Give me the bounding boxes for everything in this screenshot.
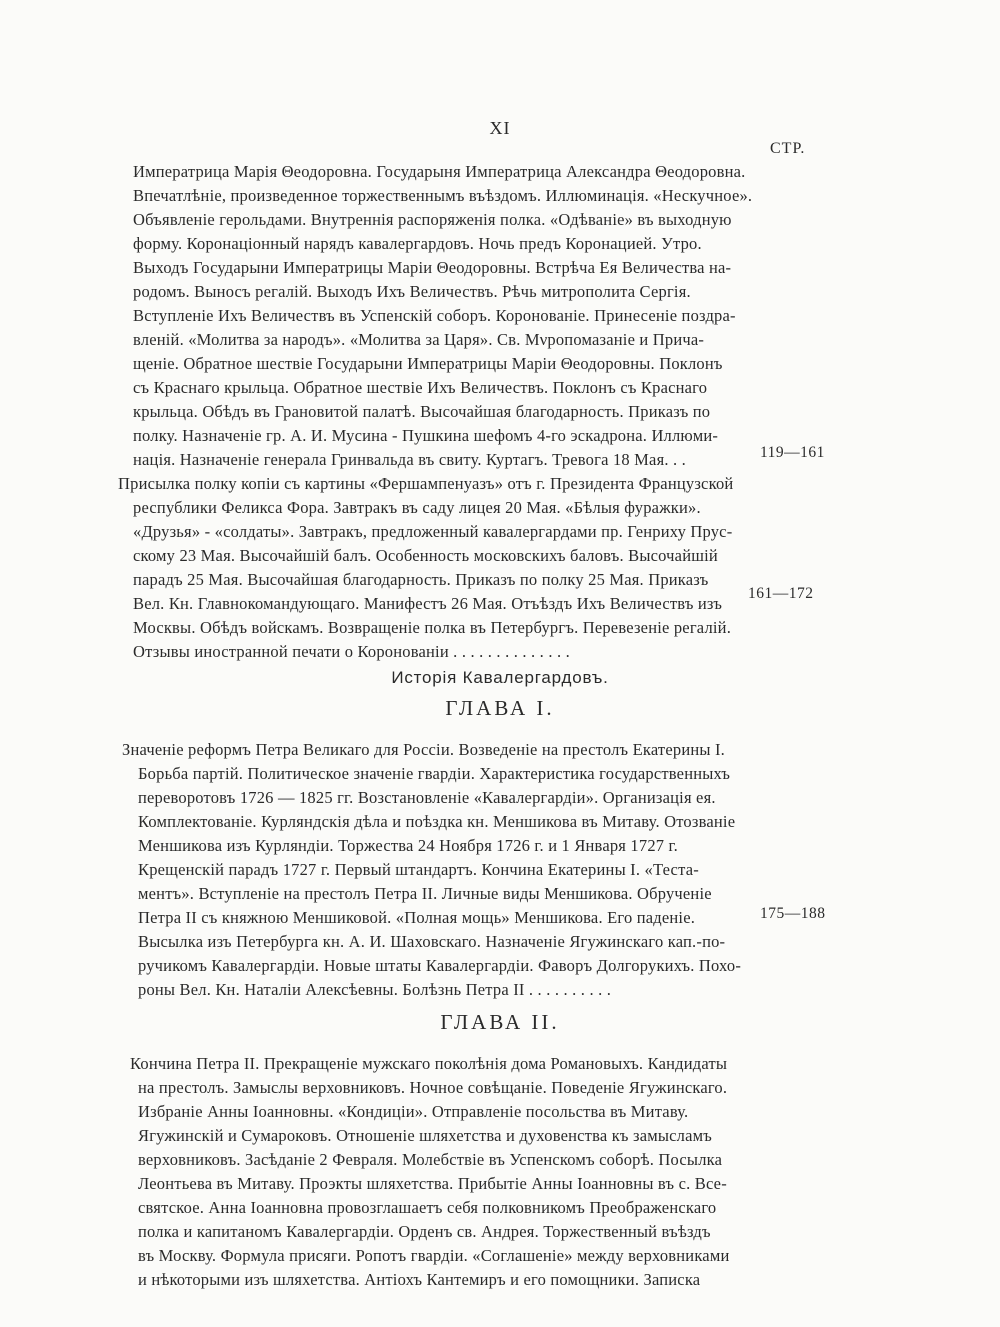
text-line: «Друзья» - «солдаты». Завтракъ, предложенный кавалергардами пр. Генриху Прус- [133, 522, 733, 541]
text-line: Комплектованіе. Курляндскія дѣла и поѣздка кн. Меншикова въ Митаву. Отозваніе [138, 812, 736, 831]
text-line: Выходъ Государыни Императрицы Маріи Θеодоровны. Встрѣча Ея Величества на- [133, 258, 732, 277]
text-line: Меншикова изъ Курляндіи. Торжества 24 Ноября 1726 г. и 1 Января 1727 г. [138, 836, 678, 855]
text-line: ручикомъ Кавалергардіи. Новые штаты Кавалергардіи. Фаворъ Долгорукихъ. Похо- [138, 956, 742, 975]
page-range: 119—161 [760, 444, 825, 461]
text-line: Вступленіе Ихъ Величествъ въ Успенскій соборъ. Коронованіе. Принесеніе поздра- [133, 306, 736, 325]
text-line: Ягужинскій и Сумароковъ. Отношеніе шляхетства и духовенства къ замысламъ [138, 1126, 712, 1145]
text-line: Петра II съ княжною Меншиковой. «Полная мощь» Меншикова. Его паденіе. [138, 908, 696, 927]
text-line: Кончина Петра II. Прекращеніе мужскаго поколѣнія дома Романовыхъ. Кандидаты [130, 1054, 728, 1073]
text-line: святское. Анна Іоанновна провозглашаетъ себя полковникомъ Преображенскаго [138, 1198, 717, 1217]
text-line: щеніе. Обратное шествіе Государыни Императрицы Маріи Θеодоровны. Поклонъ [133, 354, 723, 373]
text-line: ментъ». Вступленіе на престолъ Петра II. Личные виды Меншикова. Обрученіе [138, 884, 712, 903]
chapter-2-title: ГЛАВА II. [440, 1010, 560, 1034]
text-line: форму. Коронаціонный нарядъ кавалергардовъ. Ночь предъ Коронацией. Утро. [133, 234, 702, 253]
page-number: XI [489, 118, 511, 138]
text-line: верховниковъ. Засѣданіе 2 Февраля. Молебствіе въ Успенскомъ соборѣ. Посылка [138, 1150, 723, 1169]
text-line: на престолъ. Замыслы верховниковъ. Ночное совѣщаніе. Поведеніе Ягужинскаго. [138, 1078, 728, 1097]
text-line: и нѣкоторыми изъ шляхетства. Антіохъ Кантемиръ и его помощники. Записка [138, 1270, 701, 1289]
text-line: переворотовъ 1726 — 1825 гг. Возстановленіе «Кавалергардіи». Организація ея. [138, 788, 716, 807]
text-line: въ Москву. Формула присяги. Ропотъ гвардіи. «Соглашеніе» между верховниками [138, 1246, 730, 1265]
text-line: Присылка полку копіи съ картины «Фершампенуазъ» отъ г. Президента Французской [118, 474, 734, 493]
text-line: полка и капитаномъ Кавалергардіи. Орденъ св. Андрея. Торжественный въѣздъ [138, 1222, 711, 1241]
text-line: Отзывы иностранной печати о Коронованіи . . . . . . . . . . . . . . [133, 642, 570, 661]
chapter-1-title: ГЛАВА I. [445, 696, 555, 720]
page-range: 175—188 [760, 905, 826, 922]
text-line: Вел. Кн. Главнокомандующаго. Манифестъ 26 Мая. Отъѣздъ Ихъ Величествъ изъ [133, 594, 723, 613]
text-line: Впечатлѣніе, произведенное торжественнымъ въѣздомъ. Иллюминація. «Нескучное». [133, 186, 753, 205]
text-line: нація. Назначеніе генерала Гринвальда въ свиту. Куртагъ. Тревога 18 Мая. . . [133, 450, 686, 469]
text-line: Императрица Марія Θеодоровна. Государыня Императрица Александра Θеодоровна. [133, 162, 746, 181]
text-line: родомъ. Выносъ регалій. Выходъ Ихъ Величествъ. Рѣчь митрополита Сергія. [133, 282, 691, 301]
text-line: съ Краснаго крыльца. Обратное шествіе Ихъ Величествъ. Поклонъ съ Краснаго [133, 378, 708, 397]
text-line: Высылка изъ Петербурга кн. А. И. Шаховскаго. Назначеніе Ягужинскаго кап.-по- [138, 932, 726, 951]
section-heading: Исторія Кавалергардовъ. [391, 668, 609, 687]
text-line: скому 23 Мая. Высочайшій балъ. Особенность московскихъ баловъ. Высочайшій [133, 546, 718, 565]
text-line: крыльца. Обѣдъ въ Грановитой палатѣ. Высочайшая благодарность. Приказъ по [133, 402, 711, 421]
text-line: Крещенскій парадъ 1727 г. Первый штандартъ. Кончина Екатерины I. «Теста- [138, 860, 699, 879]
page-range: 161—172 [748, 585, 814, 602]
pages-column-label: СТР. [770, 140, 806, 157]
text-line: Значеніе реформъ Петра Великаго для Россіи. Возведеніе на престолъ Екатерины I. [122, 740, 726, 759]
text-line: Избраніе Анны Іоанновны. «Кондиціи». Отправленіе посольства въ Митаву. [138, 1102, 689, 1121]
text-line: полку. Назначеніе гр. А. И. Мусина - Пушкина шефомъ 4-го эскадрона. Иллюми- [133, 426, 719, 445]
text-line: республики Феликса Фора. Завтракъ въ саду лицея 20 Мая. «Бѣлыя фуражки». [133, 498, 701, 517]
text-line: вленій. «Молитва за народъ». «Молитва за Царя». Св. Мνропомазаніе и Прича- [133, 330, 705, 349]
text-line: Борьба партій. Политическое значеніе гвардіи. Характеристика государственныхъ [138, 764, 731, 783]
text-line: парадъ 25 Мая. Высочайшая благодарность. Приказъ по полку 25 Мая. Приказъ [133, 570, 709, 589]
text-line: Леонтьева въ Митаву. Проэкты шляхетства. Прибытіе Анны Іоанновны въ с. Все- [138, 1174, 727, 1193]
text-line: Объявленіе герольдами. Внутреннія распоряженія полка. «Одѣваніе» въ выходную [133, 210, 732, 229]
text-line: роны Вел. Кн. Наталіи Алексѣевны. Болѣзнь Петра II . . . . . . . . . . [138, 980, 612, 999]
text-line: Москвы. Обѣдъ войскамъ. Возвращеніе полка въ Петербургъ. Перевезеніе регалій. [133, 618, 732, 637]
